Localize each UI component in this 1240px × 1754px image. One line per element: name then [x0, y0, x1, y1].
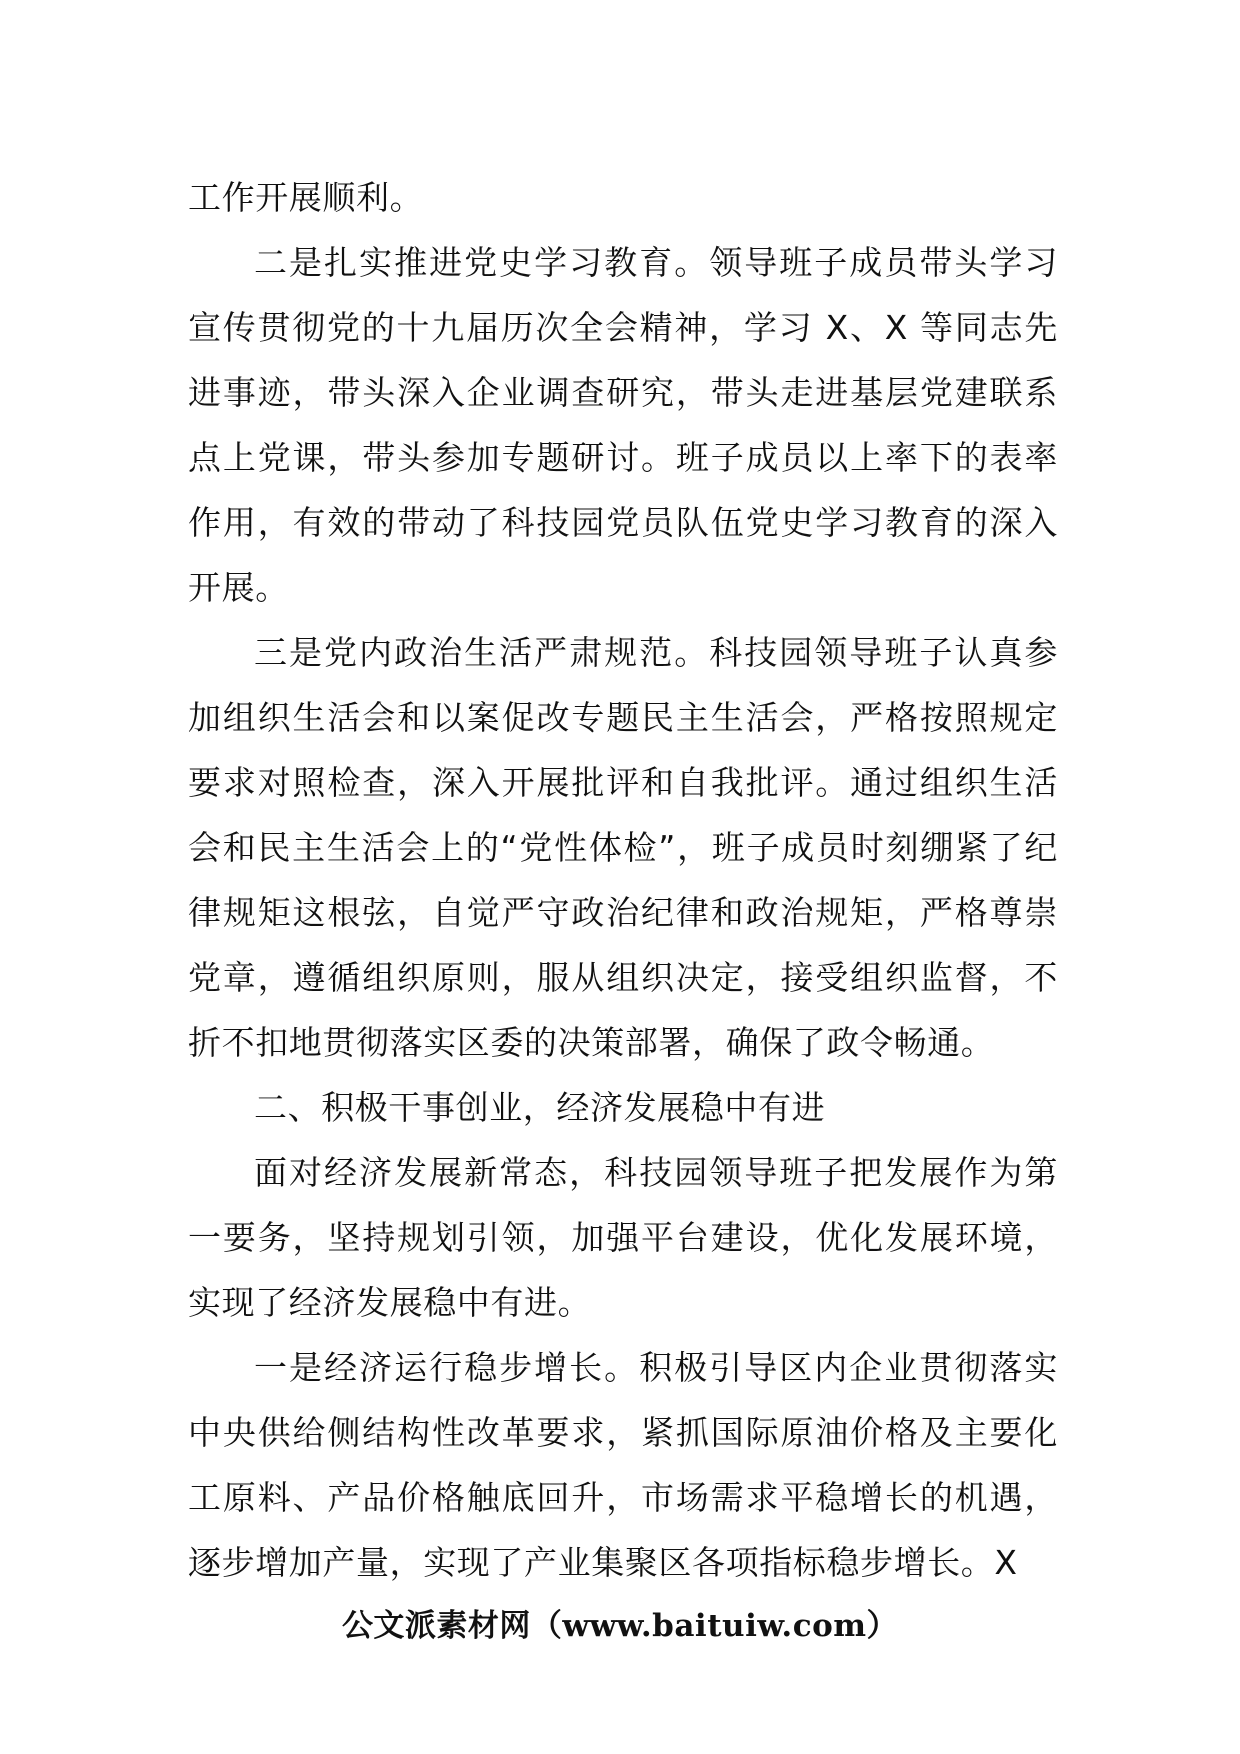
footer-watermark: 公文派素材网（www.baituiw.com） — [341, 1608, 899, 1644]
paragraph-party-history-study: 二是扎实推进党史学习教育。领导班子成员带头学习宣传贯彻党的十九届历次全会精神，学习 X、X 等同志先进事迹，带头深入企业调查研究，带头走进基层党建联系点上党课，带头参加专题研讨。班子成员以上率下的表率作用，有效的带动了科技园党员队伍党史学习教育的深入开展。 — [188, 243, 1058, 607]
document-body — [188, 165, 1058, 1595]
paragraph-economic-growth: 一是经济运行稳步增长。积极引导区内企业贯彻落实中央供给侧结构性改革要求，紧抓国际原油价格及主要化工原料、产品价格触底回升，市场需求平稳增长的机遇，逐步增加产量，实现了产业集聚区各项指标稳步增长。X — [188, 1348, 1058, 1582]
paragraph-continuation: 工作开展顺利。 — [188, 178, 424, 217]
section-heading-economic-development: 二、积极干事创业，经济发展稳中有进 — [254, 1088, 826, 1127]
paragraph-economic-new-normal: 面对经济发展新常态，科技园领导班子把发展作为第一要务，坚持规划引领，加强平台建设，优化发展环境，实现了经济发展稳中有进。 — [188, 1153, 1058, 1322]
paragraph-inner-party-life: 三是党内政治生活严肃规范。科技园领导班子认真参加组织生活会和以案促改专题民主生活会，严格按照规定要求对照检查，深入开展批评和自我批评。通过组织生活会和民主生活会上的“党性体检”，班子成员时刻绷紧了纪律规矩这根弦，自觉严守政治纪律和政治规矩，严格尊崇党章，遵循组织原则，服从组织决定，接受组织监督，不折不扣地贯彻落实区委的决策部署，确保了政令畅通。 — [188, 633, 1058, 1062]
